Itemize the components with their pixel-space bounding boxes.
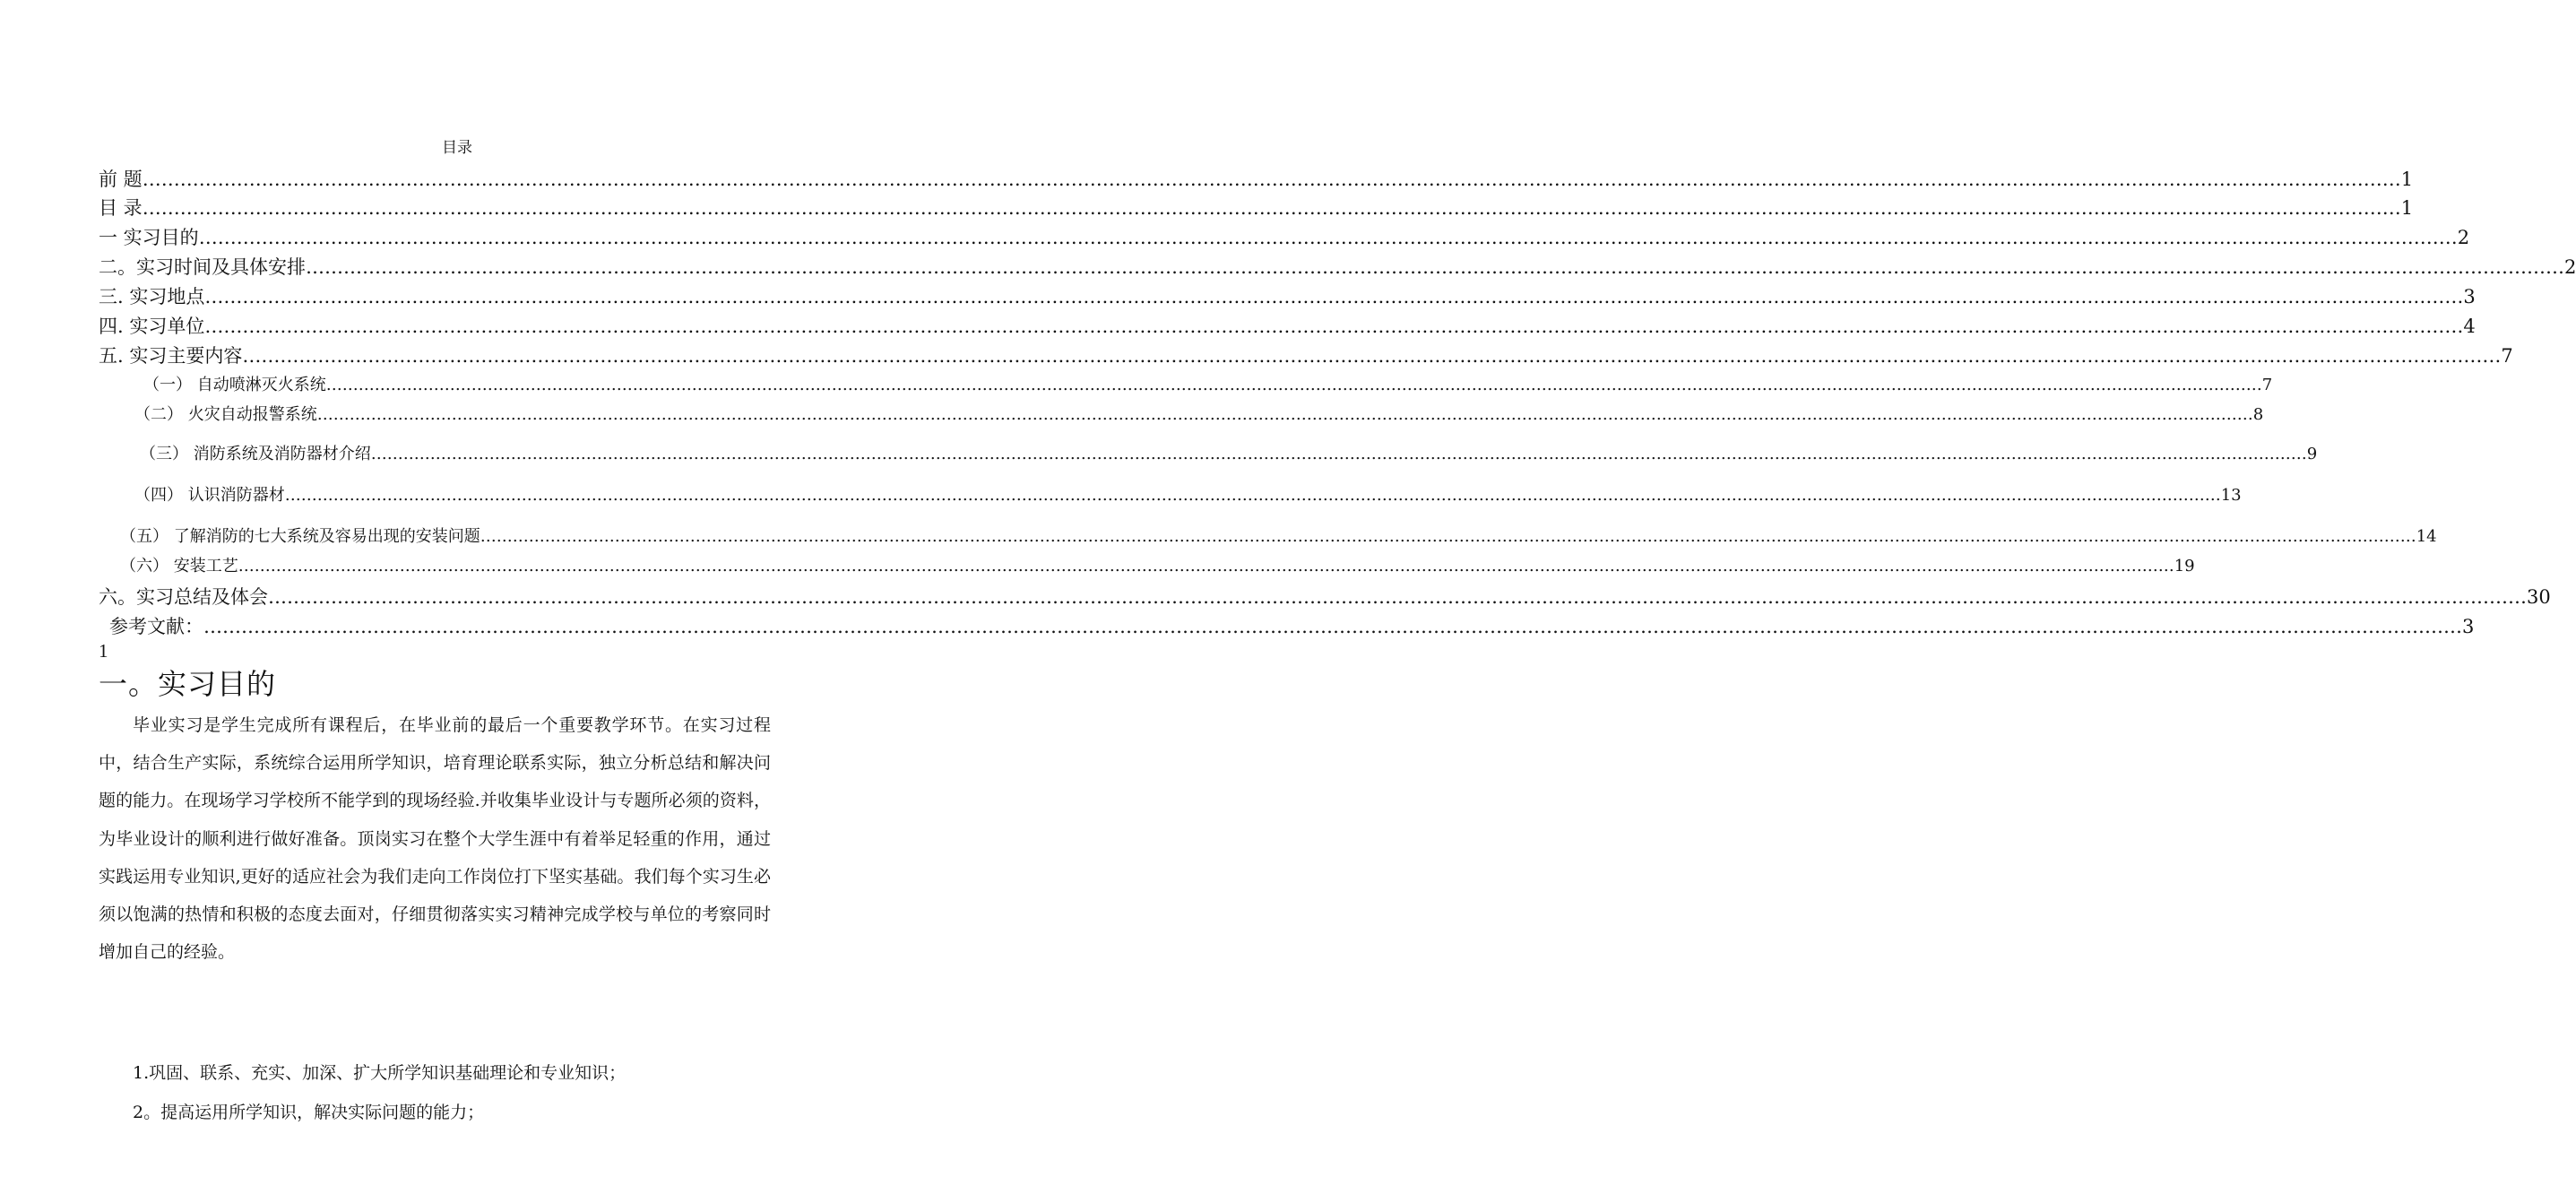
- toc-entry-label: 四. 实习单位: [99, 316, 205, 337]
- toc-entry[interactable]: [120, 524, 2437, 547]
- toc-title: 目录: [442, 139, 472, 157]
- toc-entry[interactable]: [109, 612, 2475, 639]
- toc-entry[interactable]: [99, 282, 2476, 309]
- toc-leader-dots: ………………………………………………………………………………………………………………………………………………………………………………………………………………………………………………………………………………………………………………………………: [142, 197, 2401, 219]
- toc-entry-label: 二。实习时间及具体安排: [99, 256, 306, 278]
- objective-item-1: 1.巩固、联系、充实、加深、扩大所学知识基础理论和专业知识；: [133, 1063, 627, 1083]
- toc-entry[interactable]: [99, 194, 2414, 221]
- toc-entry[interactable]: [99, 165, 2414, 192]
- objective-item-2: 2。提高运用所学知识，解决实际问题的能力；: [133, 1103, 485, 1122]
- toc-entry-label: 一 实习目的: [99, 227, 199, 248]
- page-number: 1: [99, 640, 108, 662]
- toc-entry[interactable]: [120, 553, 2195, 576]
- toc-entry[interactable]: [134, 402, 2264, 425]
- toc-entry-page: 3: [2462, 616, 2475, 637]
- toc-entry-label: 目 录: [99, 197, 143, 219]
- toc-entry[interactable]: [99, 583, 2551, 610]
- toc-leader-dots: ………………………………………………………………………………………………………………………………………………………………………………………………………………………………………………………………………………………………………………………………: [284, 486, 2221, 505]
- toc-entry-page: 2: [2564, 256, 2576, 278]
- toc-leader-dots: ………………………………………………………………………………………………………………………………………………………………………………………………………………………………………………………………………………………………………………………………: [316, 405, 2253, 424]
- toc-entry-page: 9: [2306, 445, 2318, 463]
- toc-entry-page: 3: [2463, 286, 2476, 307]
- toc-entry-label: （一） 自动喷淋灭火系统: [143, 376, 326, 394]
- toc-leader-dots: ………………………………………………………………………………………………………………………………………………………………………………………………………………………………………………………………………………………………………………………………: [370, 445, 2307, 463]
- toc-entry-page: 7: [2501, 345, 2513, 367]
- section-heading: 一。实习目的: [99, 667, 277, 701]
- toc-entry[interactable]: [99, 342, 2513, 368]
- toc-entry-page: 2: [2457, 227, 2470, 248]
- toc-leader-dots: ………………………………………………………………………………………………………………………………………………………………………………………………………………………………………………………………………………………………………………………………: [242, 345, 2502, 367]
- toc-entry[interactable]: [140, 441, 2318, 464]
- toc-entry-page: 30: [2527, 586, 2551, 608]
- toc-leader-dots: ………………………………………………………………………………………………………………………………………………………………………………………………………………………………………………………………………………………………………………………………: [306, 256, 2564, 278]
- toc-leader-dots: ………………………………………………………………………………………………………………………………………………………………………………………………………………………………………………………………………………………………………………………………: [198, 227, 2458, 248]
- toc-entry-label: 前 题: [99, 169, 143, 190]
- toc-entry-page: 8: [2252, 405, 2264, 424]
- toc-leader-dots: ………………………………………………………………………………………………………………………………………………………………………………………………………………………………………………………………………………………………………………………………: [238, 557, 2174, 576]
- toc-entry-label: 六。实习总结及体会: [99, 586, 268, 608]
- toc-entry-page: 1: [2400, 169, 2414, 190]
- toc-leader-dots: ………………………………………………………………………………………………………………………………………………………………………………………………………………………………………………………………………………………………………………………………: [142, 169, 2401, 190]
- toc-entry-label: （三） 消防系统及消防器材介绍: [140, 445, 371, 463]
- toc-leader-dots: ………………………………………………………………………………………………………………………………………………………………………………………………………………………………………………………………………………………………………………………………: [204, 286, 2464, 307]
- toc-entry[interactable]: [99, 253, 2576, 280]
- toc-entry-page: 13: [2220, 486, 2242, 505]
- toc-entry-label: 参考文献：: [109, 616, 203, 637]
- toc-entry[interactable]: [143, 372, 2273, 395]
- toc-entry-page: 14: [2416, 527, 2437, 546]
- section-paragraph: 毕业实习是学生完成所有课程后，在毕业前的最后一个重要教学环节。在实习过程中，结合生产实际，系统综合运用所学知识，培育理论联系实际，独立分析总结和解决问题的能力。在现场学习学校所不能学到的现场经验.并收集毕业设计与专题所必须的资料，为毕业设计的顺利进行做好准备。顶岗实习在整个大学生涯中有着举足轻重的作用，通过实践运用专业知识,更好的适应社会为我们走向工作岗位打下坚实基础。我们每个实习生必须以饱满的热情和积极的态度去面对，仔细贯彻落实实习精神完成学校与单位的考察同时增加自己的经验。: [99, 715, 771, 963]
- toc-entry-label: 五. 实习主要内容: [99, 345, 243, 367]
- toc-leader-dots: ………………………………………………………………………………………………………………………………………………………………………………………………………………………………………………………………………………………………………………………………: [203, 616, 2462, 637]
- toc-entry-label: （二） 火灾自动报警系统: [134, 405, 317, 424]
- toc-entry-page: 4: [2463, 316, 2476, 337]
- toc-entry-page: 1: [2400, 197, 2414, 219]
- toc-entry-page: 19: [2174, 557, 2195, 576]
- toc-entry-page: 7: [2261, 376, 2273, 394]
- toc-entry[interactable]: [99, 312, 2476, 339]
- toc-entry-label: 三. 实习地点: [99, 286, 205, 307]
- toc-entry-label: （四） 认识消防器材: [134, 486, 285, 505]
- toc-entry-label: （六） 安装工艺: [120, 557, 238, 576]
- toc-leader-dots: ………………………………………………………………………………………………………………………………………………………………………………………………………………………………………………………………………………………………………………………………: [268, 586, 2527, 608]
- toc-leader-dots: ………………………………………………………………………………………………………………………………………………………………………………………………………………………………………………………………………………………………………………………………: [204, 316, 2464, 337]
- toc-leader-dots: ………………………………………………………………………………………………………………………………………………………………………………………………………………………………………………………………………………………………………………………………: [480, 527, 2416, 546]
- toc-entry[interactable]: [134, 482, 2242, 506]
- toc-entry-label: （五） 了解消防的七大系统及容易出现的安装问题: [120, 527, 480, 546]
- toc-entry[interactable]: [99, 223, 2470, 250]
- toc-leader-dots: ………………………………………………………………………………………………………………………………………………………………………………………………………………………………………………………………………………………………………………………………: [325, 376, 2262, 394]
